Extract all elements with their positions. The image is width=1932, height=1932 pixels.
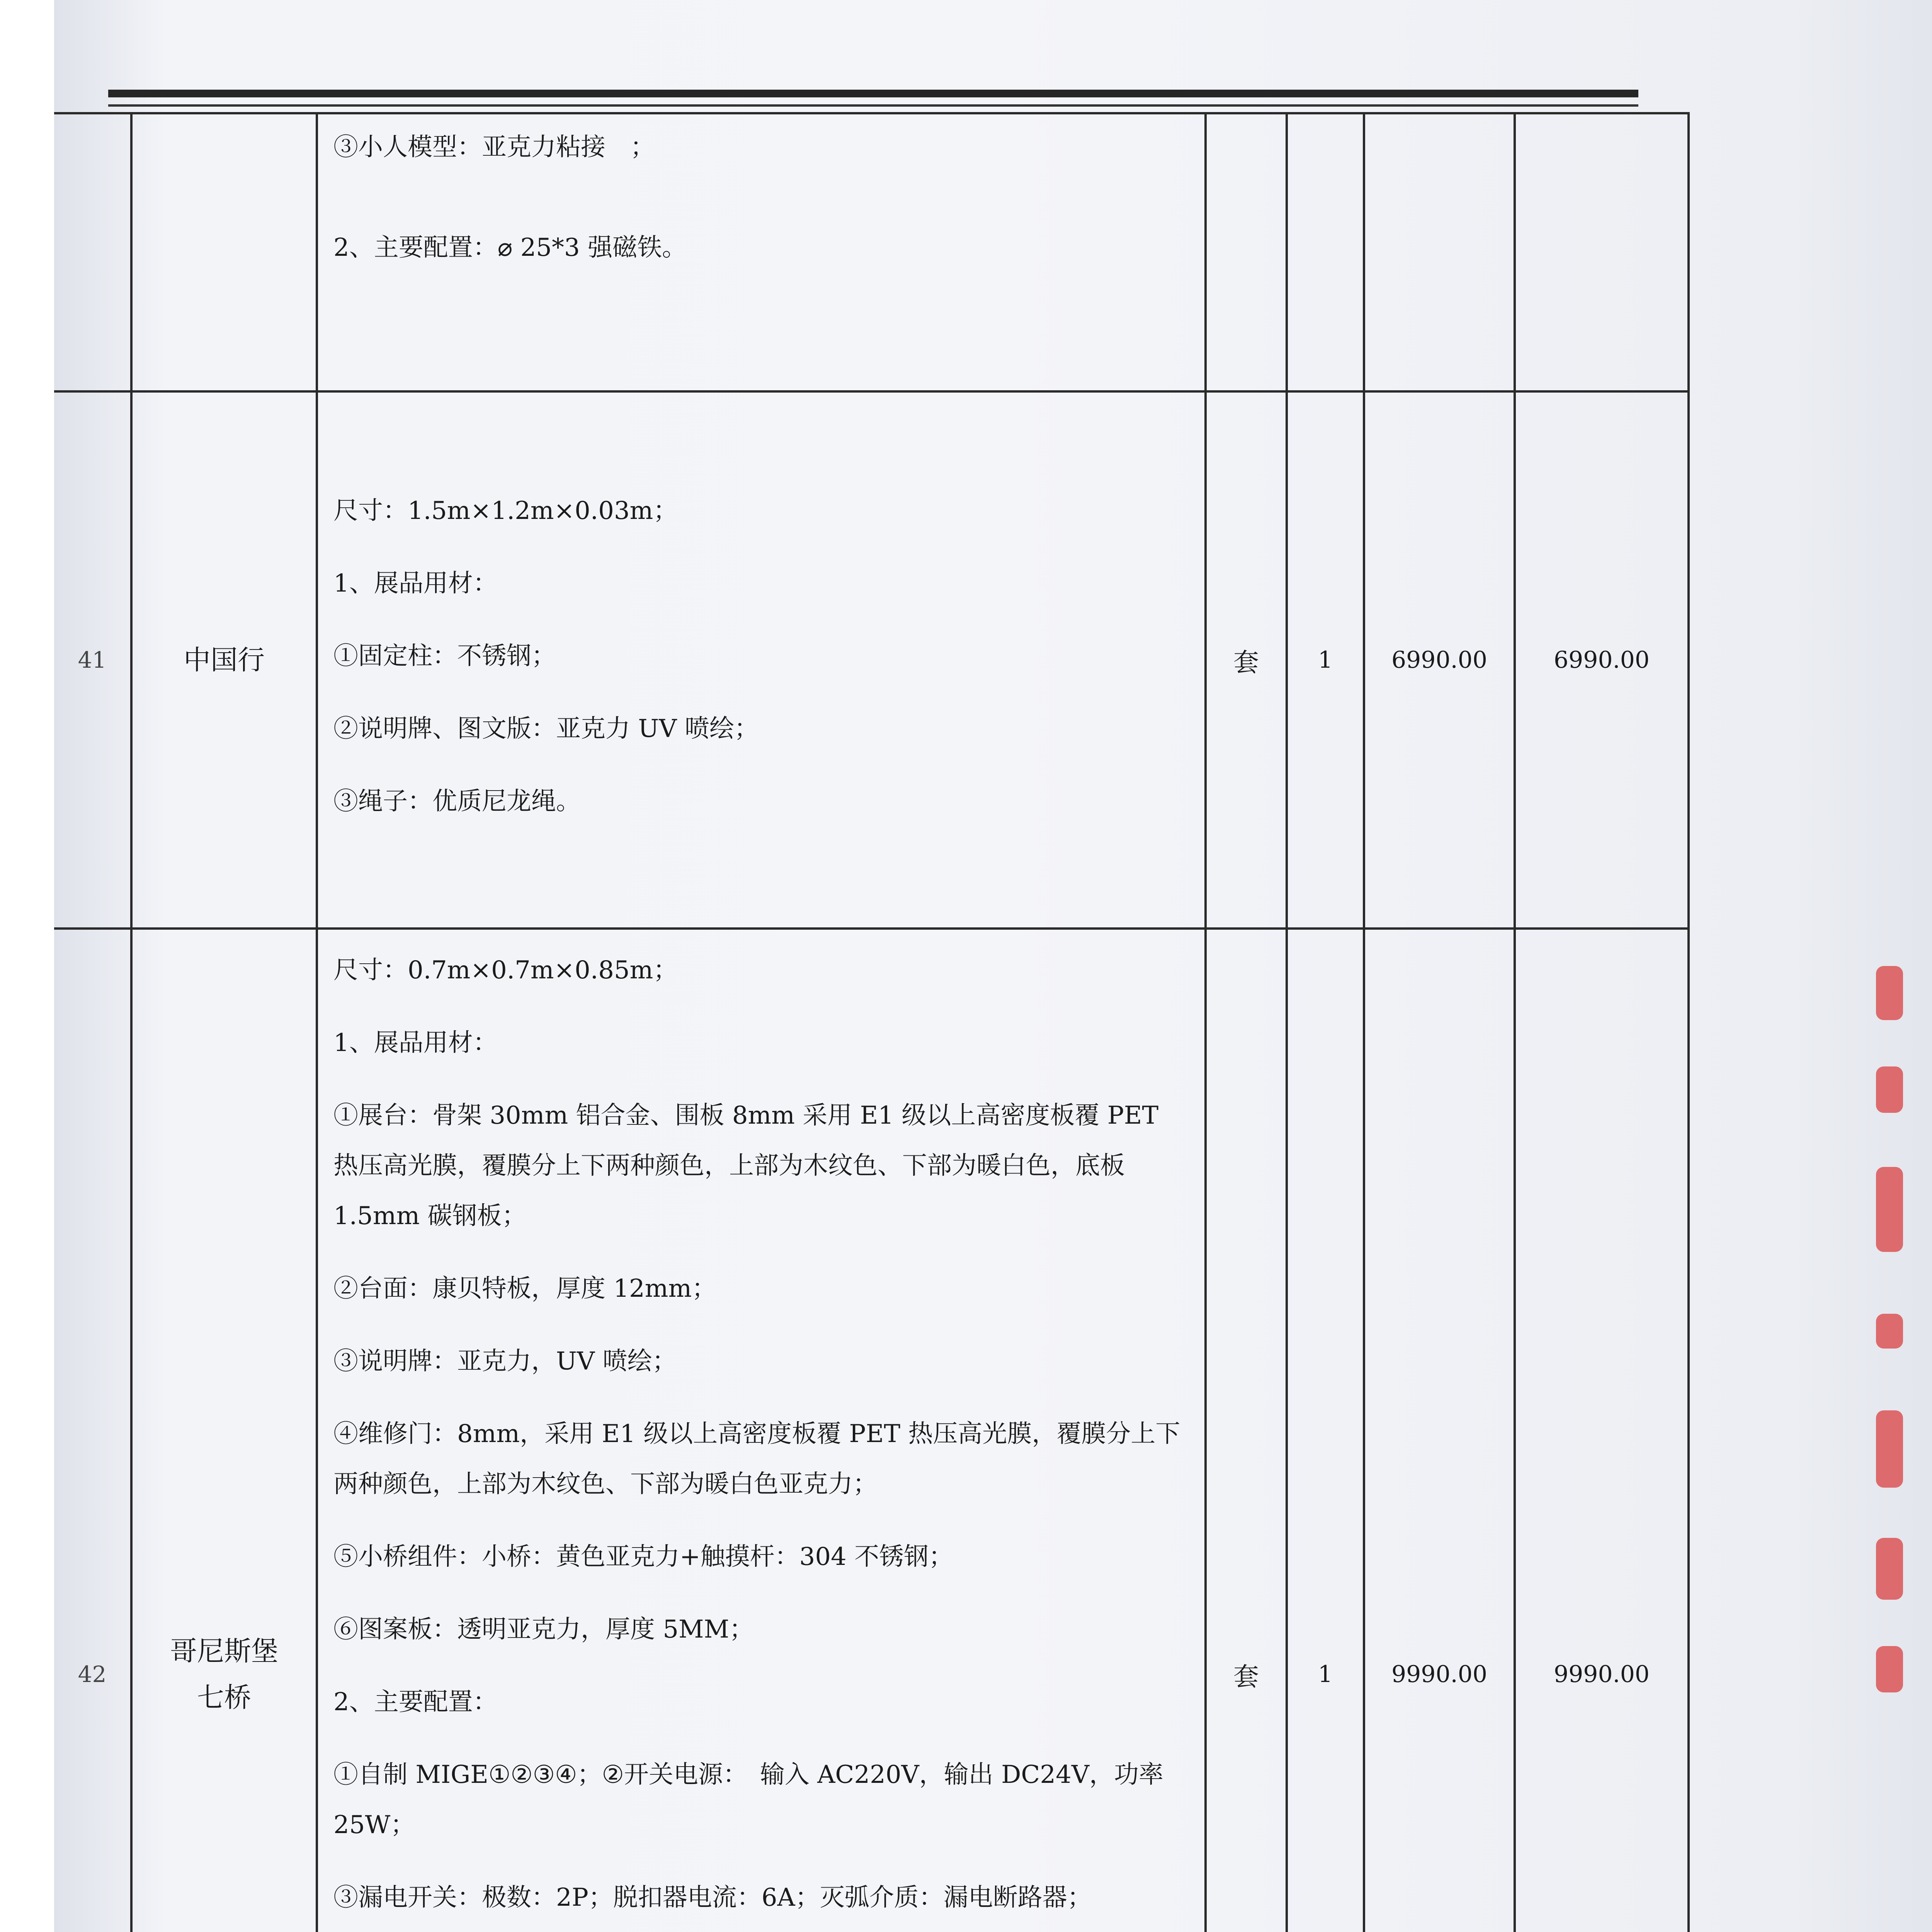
item-name-line: 哥尼斯堡 <box>170 1635 278 1667</box>
unit-cell: 套 <box>1206 391 1287 929</box>
row-number: 41 <box>54 391 131 929</box>
spec-line: ①自制 MIGE①②③④；②开关电源： 输入 AC220V，输出 DC24V，功率 25W； <box>333 1760 1164 1839</box>
spec-line: 1、展品用材： <box>333 569 498 598</box>
item-spec <box>317 929 1206 1932</box>
spec-line: ⑤小桥组件：小桥：黄色亚克力+触摸杆：304 不锈钢； <box>333 1543 954 1571</box>
spec-line: ④维修门：8mm，采用 E1 级以上高密度板覆 PET 热压高光膜，覆膜分上下两种颜色，上部为木纹色、下部为暖白色亚克力； <box>333 1420 1180 1498</box>
item-name-line: 七桥 <box>197 1682 251 1713</box>
spec-line: 2、主要配置：⌀ 25*3 强磁铁。 <box>333 233 687 262</box>
row-number: 42 <box>54 929 131 1932</box>
spec-line: ③漏电开关：极数：2P；脱扣器电流：6A；灭弧介质：漏电断路器； <box>333 1883 1092 1912</box>
unit-price-cell: 9990.00 <box>1364 929 1515 1932</box>
spec-line: 2、主要配置： <box>333 1688 498 1716</box>
qty-cell: 1 <box>1287 391 1364 929</box>
table-row <box>54 113 1689 391</box>
item-name <box>131 929 317 1932</box>
unit-cell <box>1206 113 1287 391</box>
spec-line: ③说明牌：亚克力，UV 喷绘； <box>333 1347 677 1376</box>
spec-line: ⑥图案板：透明亚克力，厚度 5MM； <box>333 1615 754 1644</box>
header-rule-thick <box>108 90 1638 97</box>
spec-line: ①展台：骨架 30mm 铝合金、围板 8mm 采用 E1 级以上高密度板覆 PET 热压高光膜，覆膜分上下两种颜色，上部为木纹色、下部为暖白色，底板 1.5mm 碳钢板； <box>333 1101 1159 1230</box>
table-row <box>54 391 1689 929</box>
unit-cell: 套 <box>1206 929 1287 1932</box>
item-spec <box>317 113 1206 391</box>
product-spec-table <box>54 112 1690 1932</box>
total-cell: 6990.00 <box>1515 391 1689 929</box>
row-number <box>54 113 131 391</box>
item-name <box>131 391 317 929</box>
item-spec <box>317 391 1206 929</box>
total-cell <box>1515 113 1689 391</box>
unit-price-cell <box>1364 113 1515 391</box>
spec-line: ③绳子：优质尼龙绳。 <box>333 787 581 816</box>
qty-cell: 1 <box>1287 929 1364 1932</box>
spec-line: ②说明牌、图文版：亚克力 UV 喷绘； <box>333 714 759 743</box>
total-cell: 9990.00 <box>1515 929 1689 1932</box>
spec-line: 1、展品用材： <box>333 1029 498 1057</box>
spec-line: 尺寸：1.5m×1.2m×0.03m； <box>333 497 678 525</box>
header-rule-thin <box>108 104 1638 107</box>
spec-line: ③小人模型：亚克力粘接 ； <box>333 133 655 162</box>
scanned-page <box>54 0 1932 1932</box>
red-seal-edge <box>1876 966 1911 1700</box>
item-name-line: 中国行 <box>184 644 265 676</box>
spec-line: ②台面：康贝特板，厚度 12mm； <box>333 1274 717 1303</box>
spec-line: 尺寸：0.7m×0.7m×0.85m； <box>333 956 678 985</box>
unit-price-cell: 6990.00 <box>1364 391 1515 929</box>
qty-cell <box>1287 113 1364 391</box>
table-row <box>54 929 1689 1932</box>
spec-line: ①固定柱：不锈钢； <box>333 642 556 670</box>
item-name <box>131 113 317 391</box>
